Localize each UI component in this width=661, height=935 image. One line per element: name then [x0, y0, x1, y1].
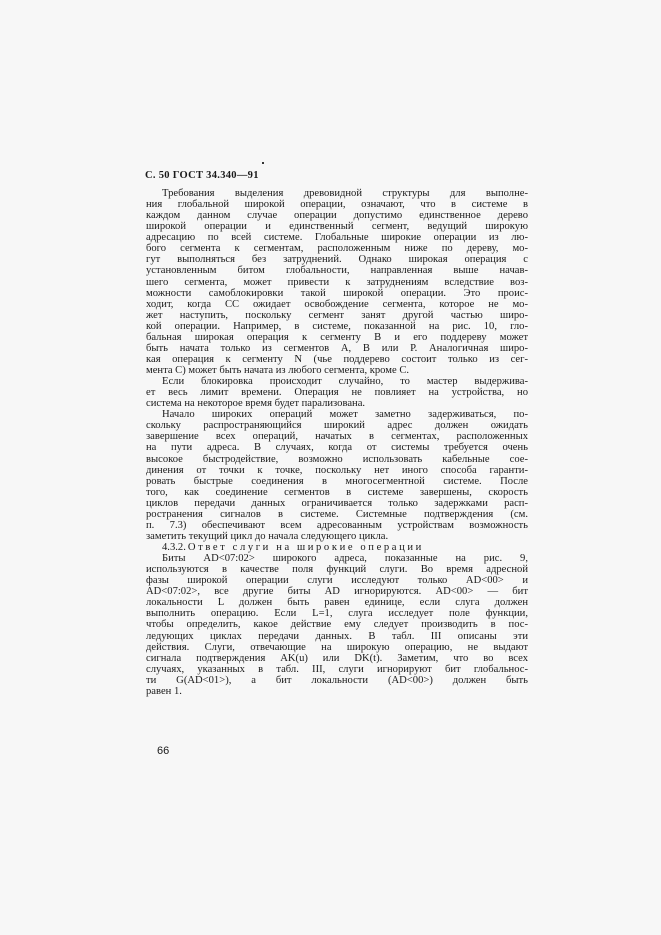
text-line: заметить текущий цикл до начала следующего цикла.	[146, 530, 389, 542]
text-line: кая операция к сегменту N (чье поддерево состоит только из сег-	[146, 353, 528, 365]
text-line: фазы широкой операции слуги исследуют только AD<00> и	[146, 575, 528, 587]
text-line: равен 1.	[146, 685, 182, 697]
text-line: система на некоторое время будет парализована.	[146, 398, 366, 410]
text-line: быть начата только из сегментов А, В или Р. Аналогичная широ-	[146, 342, 528, 354]
text-line: на пути адреса. В случаях, когда от системы требуется очень	[146, 442, 528, 454]
scan-speck	[262, 162, 264, 164]
text-line: п. 7.3) обеспечивают всем адресованным устройствам возможность	[146, 519, 528, 531]
text-line: ространения сигналов в системе. Системные подтверждения (см.	[146, 508, 528, 520]
text-line: случаях, указанных в табл. III, слуги игнорируют бит глобальнос-	[146, 663, 528, 675]
text-line: жет наступить, поскольку сегмент занят другой частью широ-	[146, 309, 528, 321]
text-line: действия. Слуги, отвечающие на широкую операцию, не выдают	[146, 641, 528, 653]
section-title: Ответ слуги на широкие операции	[187, 542, 424, 553]
page-number: 66	[157, 745, 170, 757]
text-line: динения от точки к точке, поскольку нет иного способа гаранти-	[146, 464, 528, 476]
text-line: установленным битом глобальности, направленная выше начав-	[146, 265, 528, 277]
text-line: Биты AD<07:02> широкого адреса, показанные на рис. 9,	[162, 553, 528, 565]
text-line: AD<07:02>, все другие биты AD игнорируются. AD<00> — бит	[146, 586, 528, 598]
text-line: ровать быстрые соединения в многосегментной системе. После	[146, 475, 528, 487]
text-line: адресацию по всей системе. Глобальные широкие операции из лю-	[146, 232, 528, 244]
text-line: можности самоблокировки такой широкой операции. Это проис-	[146, 287, 528, 299]
document-body	[146, 188, 528, 697]
text-line: шего сегмента, может привести к затруднениям вследствие воз-	[146, 276, 528, 288]
text-line: мента С) может быть начата из любого сегмента, кроме С.	[146, 365, 410, 376]
text-line: Начало широких операций может заметно задерживаться, по-	[162, 409, 528, 421]
text-line: широкой операции и единственный сегмент, ведущий широкую	[146, 221, 528, 233]
text-line: чтобы определить, какое действие ему следует производить в пос-	[146, 619, 528, 631]
text-line: выполнить операцию. Если L=1, слуга исследует поле функции,	[146, 608, 528, 620]
text-line: того, как соединение сегментов в системе завершены, скорость	[146, 486, 528, 498]
text-line: ходит, когда СС ожидает освобождение сегмента, которое не мо-	[146, 298, 528, 310]
text-line: гут выполняться без затруднений. Однако широкая операция с	[146, 254, 528, 266]
text-line: высокое быстродействие, возможно использовать кабельные сое-	[146, 453, 528, 465]
text-line: циклов передачи данных ограничивается только задержками расп-	[146, 497, 528, 509]
text-line: ния глобальной широкой операции, означают, что в системе в	[146, 199, 528, 211]
text-line: бого сегмента к сегментам, расположенным ниже по дереву, мо-	[146, 243, 528, 255]
text-line: кой операции. Например, в системе, показанной на рис. 10, гло-	[146, 320, 528, 332]
text-line: бальная широкая операция к сегменту В и его поддереву может	[146, 331, 528, 343]
text-line: ледующих циклах передачи данных. В табл. III описаны эти	[146, 630, 528, 642]
text-line: Если блокировка происходит случайно, то мастер выдержива-	[162, 376, 528, 388]
text-line: ти G(AD<01>), а бит локальности (AD<00>) должен быть	[146, 674, 528, 686]
paragraph	[146, 376, 528, 409]
text-line: Требования выделения древовидной структуры для выполне-	[162, 188, 528, 199]
text-line: сигнала подтверждения AK(u) или DK(t). Заметим, что во всех	[146, 652, 528, 664]
section-number: 4.3.2.	[162, 542, 186, 553]
text-line: локальности L должен быть равен единице, если слуга должен	[146, 597, 528, 609]
section-heading	[146, 542, 528, 553]
paragraph	[146, 553, 528, 697]
paragraph	[146, 188, 528, 376]
text-line: ет весь лимит времени. Операция не повлияет на устройства, но	[146, 387, 528, 399]
text-line: скольку распространяющийся широкий адрес должен ожидать	[146, 420, 528, 432]
text-line: используются в качестве поля функций слуги. Во время адресной	[146, 564, 528, 576]
paragraph	[146, 409, 528, 542]
text-line: завершение всех операций, начатых в сегментах, расположенных	[146, 431, 528, 443]
text-line: каждом данном случае операции допустимо единственное дерево	[146, 210, 528, 222]
page-header: С. 50 ГОСТ 34.340—91	[145, 170, 259, 181]
